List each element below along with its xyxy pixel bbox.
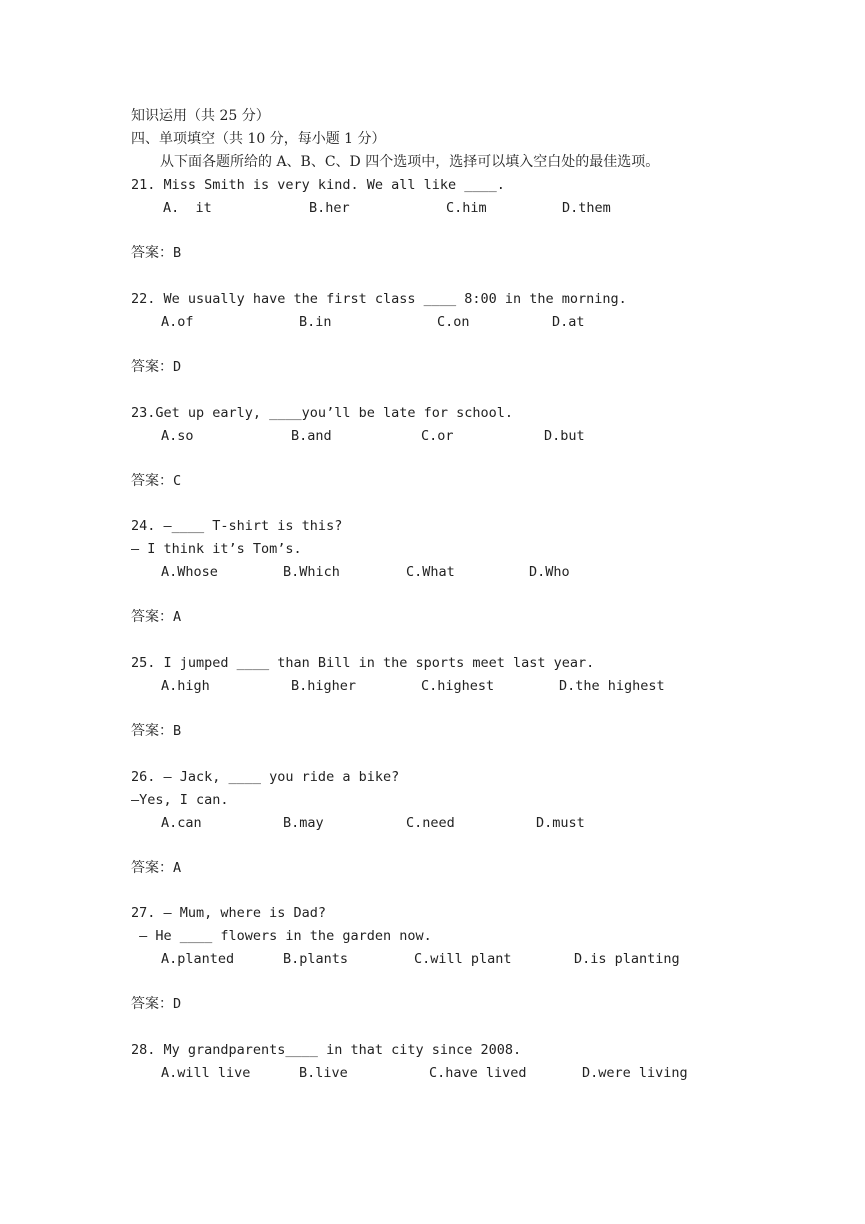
- question-stem: 26. – Jack, ____ you ride a bike?: [131, 769, 400, 785]
- option-b: B.her: [309, 200, 350, 216]
- question-stem: – He ____ flowers in the garden now.: [131, 928, 432, 944]
- option-c: C.or: [421, 428, 454, 444]
- option-d: D.were living: [582, 1065, 688, 1081]
- answer-line: [131, 609, 181, 625]
- option-d: D.must: [536, 815, 585, 831]
- answer-value: C: [173, 473, 182, 489]
- option-a: A.high: [161, 678, 210, 694]
- answer-value: D: [173, 359, 182, 375]
- option-d: D.at: [552, 314, 585, 330]
- option-c: C.will plant: [414, 951, 512, 967]
- answer-line: [131, 860, 181, 876]
- option-b: B.plants: [283, 951, 349, 967]
- option-a: A.of: [161, 314, 194, 330]
- option-b: B.and: [291, 428, 332, 444]
- answer-line: [131, 996, 181, 1012]
- option-c: C.What: [406, 564, 455, 580]
- option-c: C.have lived: [429, 1065, 527, 1081]
- answer-label: 答案：: [131, 996, 173, 1012]
- question-stem: –Yes, I can.: [131, 792, 229, 808]
- option-d: D.is planting: [574, 951, 680, 967]
- answer-line: [131, 723, 181, 739]
- option-b: B.higher: [291, 678, 357, 694]
- answer-value: A: [173, 860, 182, 876]
- answer-label: 答案：: [131, 359, 173, 375]
- option-a: A. it: [163, 200, 212, 216]
- option-b: B.live: [299, 1065, 348, 1081]
- answer-value: B: [173, 245, 182, 261]
- question-stem: — I think it’s Tom’s.: [131, 541, 302, 557]
- answer-value: D: [173, 996, 182, 1012]
- option-a: A.so: [161, 428, 194, 444]
- section-subtitle: 四、单项填空（共 10 分，每小题 1 分）: [131, 131, 386, 147]
- answer-line: [131, 359, 181, 375]
- answer-label: 答案：: [131, 473, 173, 489]
- option-b: B.Which: [283, 564, 340, 580]
- option-c: C.need: [406, 815, 455, 831]
- option-d: D.but: [544, 428, 585, 444]
- option-a: A.planted: [161, 951, 235, 967]
- option-b: B.may: [283, 815, 324, 831]
- option-a: A.Whose: [161, 564, 218, 580]
- question-stem: 23.Get up early, ____you’ll be late for school.: [131, 405, 514, 421]
- answer-label: 答案：: [131, 245, 173, 261]
- answer-line: [131, 473, 181, 489]
- answer-line: [131, 245, 181, 261]
- answer-label: 答案：: [131, 609, 173, 625]
- answer-label: 答案：: [131, 860, 173, 876]
- option-c: C.on: [437, 314, 470, 330]
- answer-label: 答案：: [131, 723, 173, 739]
- option-b: B.in: [299, 314, 332, 330]
- question-stem: 28. My grandparents____ in that city since 2008.: [131, 1042, 522, 1058]
- option-d: D.them: [562, 200, 611, 216]
- option-a: A.can: [161, 815, 202, 831]
- answer-value: A: [173, 609, 182, 625]
- question-stem: 21. Miss Smith is very kind. We all like ____.: [131, 177, 505, 193]
- option-c: C.highest: [421, 678, 495, 694]
- section-instruction: 从下面各题所给的 A、B、C、D 四个选项中，选择可以填入空白处的最佳选项。: [160, 154, 660, 170]
- question-stem: 24. —____ T-shirt is this?: [131, 518, 343, 534]
- section-title: 知识运用（共 25 分）: [131, 108, 270, 124]
- question-stem: 25. I jumped ____ than Bill in the sports meet last year.: [131, 655, 595, 671]
- question-stem: 27. – Mum, where is Dad?: [131, 905, 327, 921]
- option-d: D.the highest: [559, 678, 665, 694]
- question-stem: 22. We usually have the first class ____ 8:00 in the morning.: [131, 291, 627, 307]
- option-c: C.him: [446, 200, 487, 216]
- answer-value: B: [173, 723, 182, 739]
- option-a: A.will live: [161, 1065, 251, 1081]
- option-d: D.Who: [529, 564, 570, 580]
